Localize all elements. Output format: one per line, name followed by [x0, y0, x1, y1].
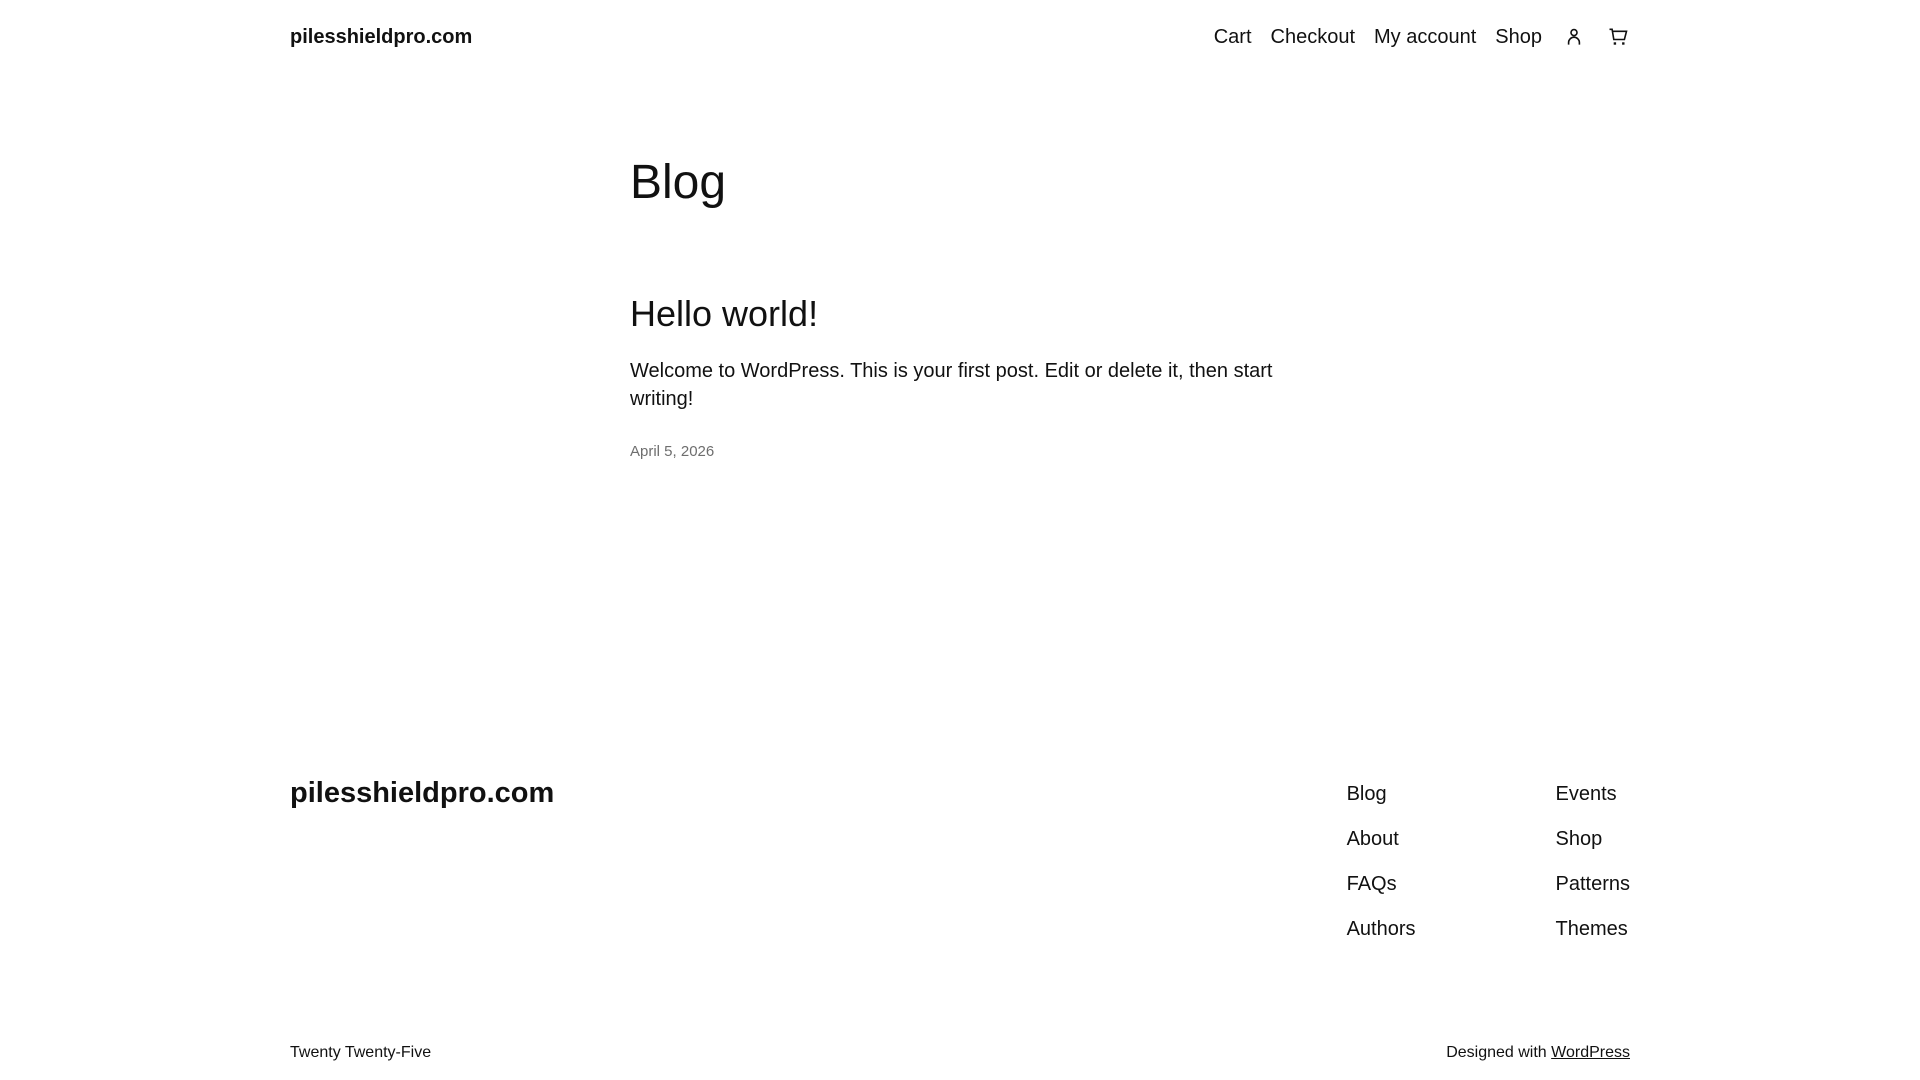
post-item	[630, 292, 1290, 461]
post-title-link[interactable]: Hello world!	[630, 292, 819, 334]
site-footer	[290, 776, 1630, 944]
footer-nav-column-2	[1556, 780, 1630, 944]
wordpress-link[interactable]: WordPress	[1551, 1043, 1630, 1061]
post-title	[630, 292, 1290, 335]
footer-link-events[interactable]: Events	[1555, 782, 1617, 805]
theme-name: Twenty Twenty-Five	[290, 1043, 432, 1061]
footer-link-authors[interactable]: Authors	[1346, 917, 1416, 940]
header-icons	[1562, 25, 1630, 49]
footer-link-faqs[interactable]: FAQs	[1346, 872, 1397, 895]
main-content	[630, 154, 1290, 461]
page-title: Blog	[630, 156, 727, 209]
account-icon[interactable]	[1562, 25, 1586, 49]
footer-link-shop[interactable]: Shop	[1555, 827, 1603, 850]
post-date: April 5, 2026	[630, 442, 715, 460]
header-nav	[1214, 25, 1630, 49]
site-title[interactable]: pilesshieldpro.com	[290, 25, 473, 48]
footer-nav-column-1	[1347, 780, 1416, 944]
nav-item-my-account[interactable]: My account	[1374, 25, 1477, 48]
footer-link-blog[interactable]: Blog	[1346, 782, 1387, 805]
footer-link-patterns[interactable]: Patterns	[1555, 872, 1630, 895]
designed-with-prefix: Designed with	[1446, 1043, 1552, 1061]
site-header	[290, 0, 1630, 49]
designed-with	[1446, 1044, 1630, 1062]
footer-nav	[1347, 776, 1630, 944]
post-excerpt: Welcome to WordPress. This is your first post. Edit or delete it, then start writing!	[630, 359, 1273, 410]
footer-link-themes[interactable]: Themes	[1555, 917, 1628, 940]
nav-item-cart[interactable]: Cart	[1213, 25, 1252, 48]
footer-bottom-bar	[290, 1044, 1630, 1062]
footer-link-about[interactable]: About	[1346, 827, 1399, 850]
footer-site-title[interactable]: pilesshieldpro.com	[290, 776, 555, 809]
cart-icon[interactable]	[1606, 25, 1630, 49]
nav-item-shop[interactable]: Shop	[1495, 25, 1542, 48]
nav-item-checkout[interactable]: Checkout	[1270, 25, 1356, 48]
